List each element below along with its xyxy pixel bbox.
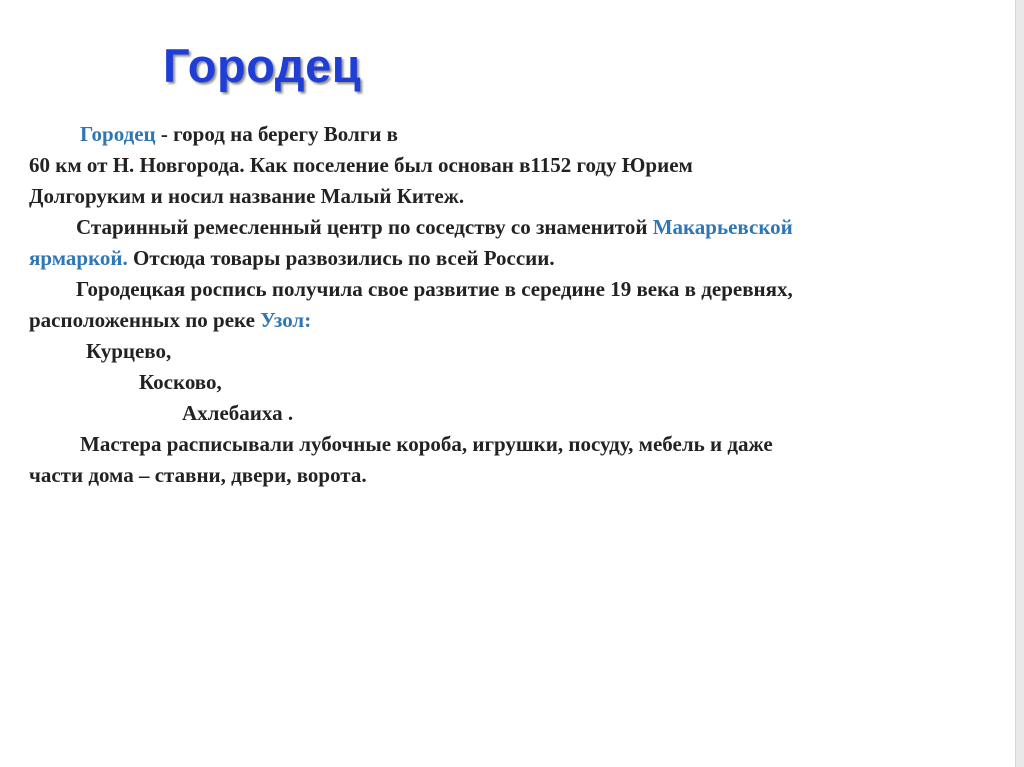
village-kurtsevo: Курцево, <box>86 339 172 363</box>
paragraph-3-line-2 <box>29 305 989 336</box>
paragraph-1-line-1 <box>29 119 989 150</box>
fair-highlight: ярмаркой. <box>29 246 128 270</box>
paragraph-3-line-1: Городецкая роспись получила свое развитие в середине 19 века в деревнях, <box>76 277 793 301</box>
paragraph-1-text: - город на берегу Волги в <box>155 122 399 146</box>
paragraph-2-line-1 <box>29 212 989 243</box>
slide-body <box>29 119 989 491</box>
village-koskovo: Косково, <box>139 370 222 394</box>
paragraph-1-line-2: 60 км от Н. Новгорода. Как поселение был основан в1152 году Юрием <box>29 153 693 177</box>
makaryevskaya-highlight: Макарьевской <box>652 215 793 239</box>
paragraph-1-line-3: Долгоруким и носил название Малый Китеж. <box>29 184 465 208</box>
gorodets-highlight: Городец <box>80 122 156 146</box>
paragraph-3-text: расположенных по реке <box>29 308 261 332</box>
paragraph-4-line-1: Мастера расписывали лубочные короба, игрушки, посуду, мебель и даже <box>80 432 773 456</box>
paragraph-4-line-2: части дома – ставни, двери, ворота. <box>29 463 367 487</box>
uzol-highlight: Узол: <box>260 308 312 332</box>
paragraph-2-text: Старинный ремесленный центр по соседству со знаменитой <box>76 215 653 239</box>
village-akhlebaikha: Ахлебаиха . <box>182 401 294 425</box>
slide-title: Городец <box>163 39 362 92</box>
paragraph-2-line-2 <box>29 243 989 274</box>
paragraph-2-rest: Отсюда товары развозились по всей России. <box>127 246 555 270</box>
